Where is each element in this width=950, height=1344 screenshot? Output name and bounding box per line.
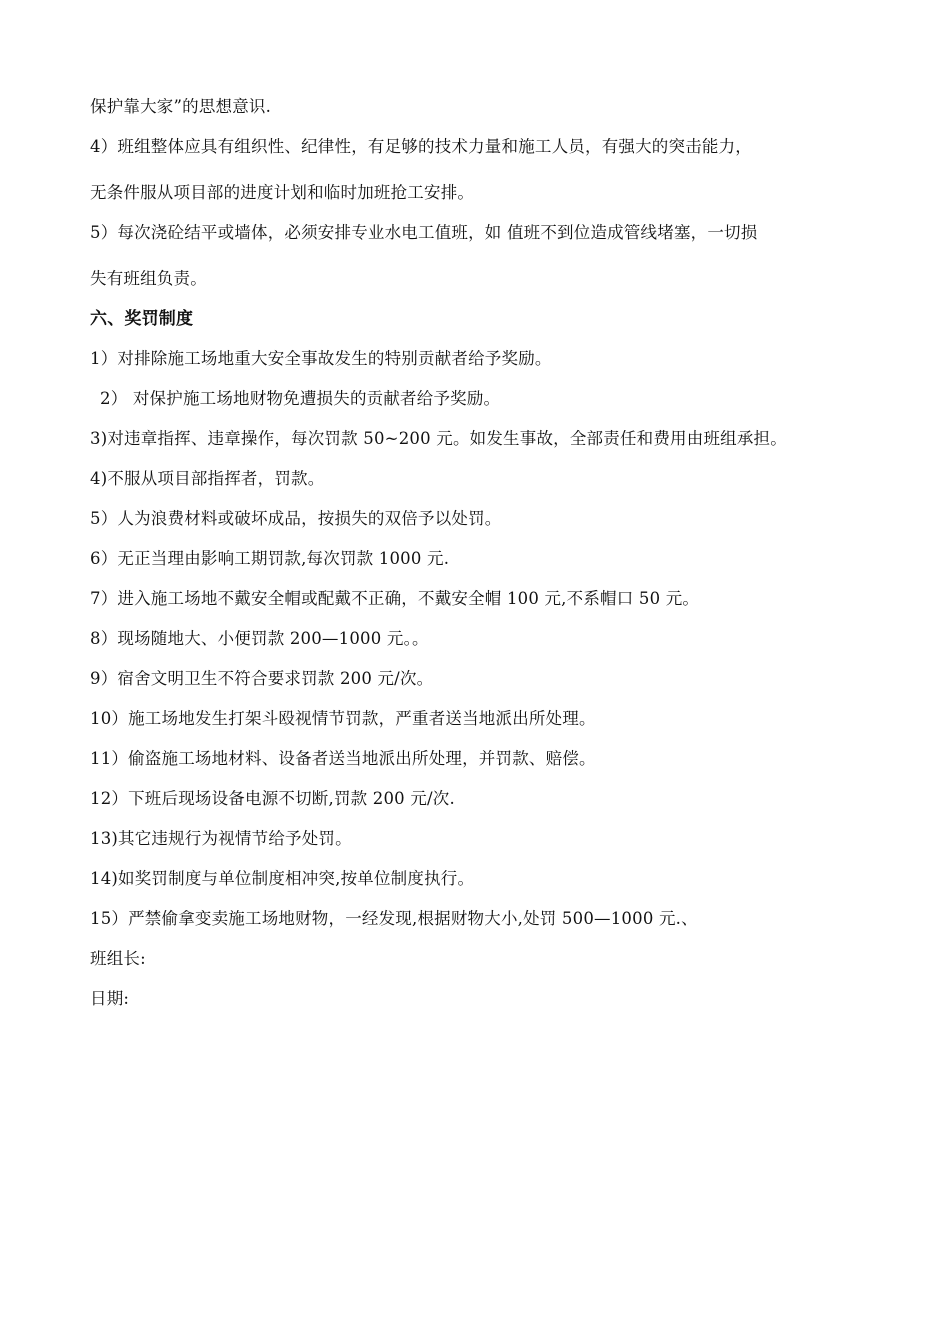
rule-item-2: 2） 对保护施工场地财物免遭损失的贡献者给予奖励。	[100, 389, 501, 408]
intro-line-2: 4）班组整体应具有组织性、纪律性，有足够的技术力量和施工人员，有强大的突击能力，	[90, 137, 752, 156]
section-heading: 六、奖罚制度	[90, 309, 194, 329]
rule-item-9: 9）宿舍文明卫生不符合要求罚款 200 元/次。	[90, 669, 434, 688]
intro-line-4: 5）每次浇砼结平或墙体，必须安排专业水电工值班，如 值班不到位造成管线堵塞，一切损	[90, 223, 758, 242]
signature-label: 班组长:	[90, 949, 146, 968]
rule-item-3: 3)对违章指挥、违章操作，每次罚款 50~200 元。如发生事故，全部责任和费用由班组承担。	[90, 429, 787, 448]
rule-item-10: 10）施工场地发生打架斗殴视情节罚款，严重者送当地派出所处理。	[90, 709, 596, 728]
rule-item-1: 1）对排除施工场地重大安全事故发生的特别贡献者给予奖励。	[90, 349, 552, 368]
rule-item-7: 7）进入施工场地不戴安全帽或配戴不正确，不戴安全帽 100 元,不系帽口 50 元。	[90, 589, 700, 608]
rule-item-15: 15）严禁偷拿变卖施工场地财物，一经发现,根据财物大小,处罚 500—1000 元.、	[90, 909, 698, 928]
rule-item-13: 13)其它违规行为视情节给予处罚。	[90, 829, 352, 848]
rule-item-8: 8）现场随地大、小便罚款 200—1000 元。。	[90, 629, 429, 648]
intro-line-1: 保护靠大家”的思想意识.	[90, 97, 272, 116]
rule-item-12: 12）下班后现场设备电源不切断,罚款 200 元/次.	[90, 789, 455, 808]
intro-line-5: 失有班组负责。	[90, 269, 207, 288]
rule-item-6: 6）无正当理由影响工期罚款,每次罚款 1000 元.	[90, 549, 450, 568]
rule-item-14: 14)如奖罚制度与单位制度相冲突,按单位制度执行。	[90, 869, 475, 888]
rule-item-11: 11）偷盗施工场地材料、设备者送当地派出所处理，并罚款、赔偿。	[90, 749, 596, 768]
rule-item-5: 5）人为浪费材料或破坏成品，按损失的双倍予以处罚。	[90, 509, 502, 528]
intro-line-3: 无条件服从项目部的进度计划和临时加班抢工安排。	[90, 183, 475, 202]
date-label: 日期:	[90, 989, 130, 1008]
rule-item-4: 4)不服从项目部指挥者，罚款。	[90, 469, 325, 488]
